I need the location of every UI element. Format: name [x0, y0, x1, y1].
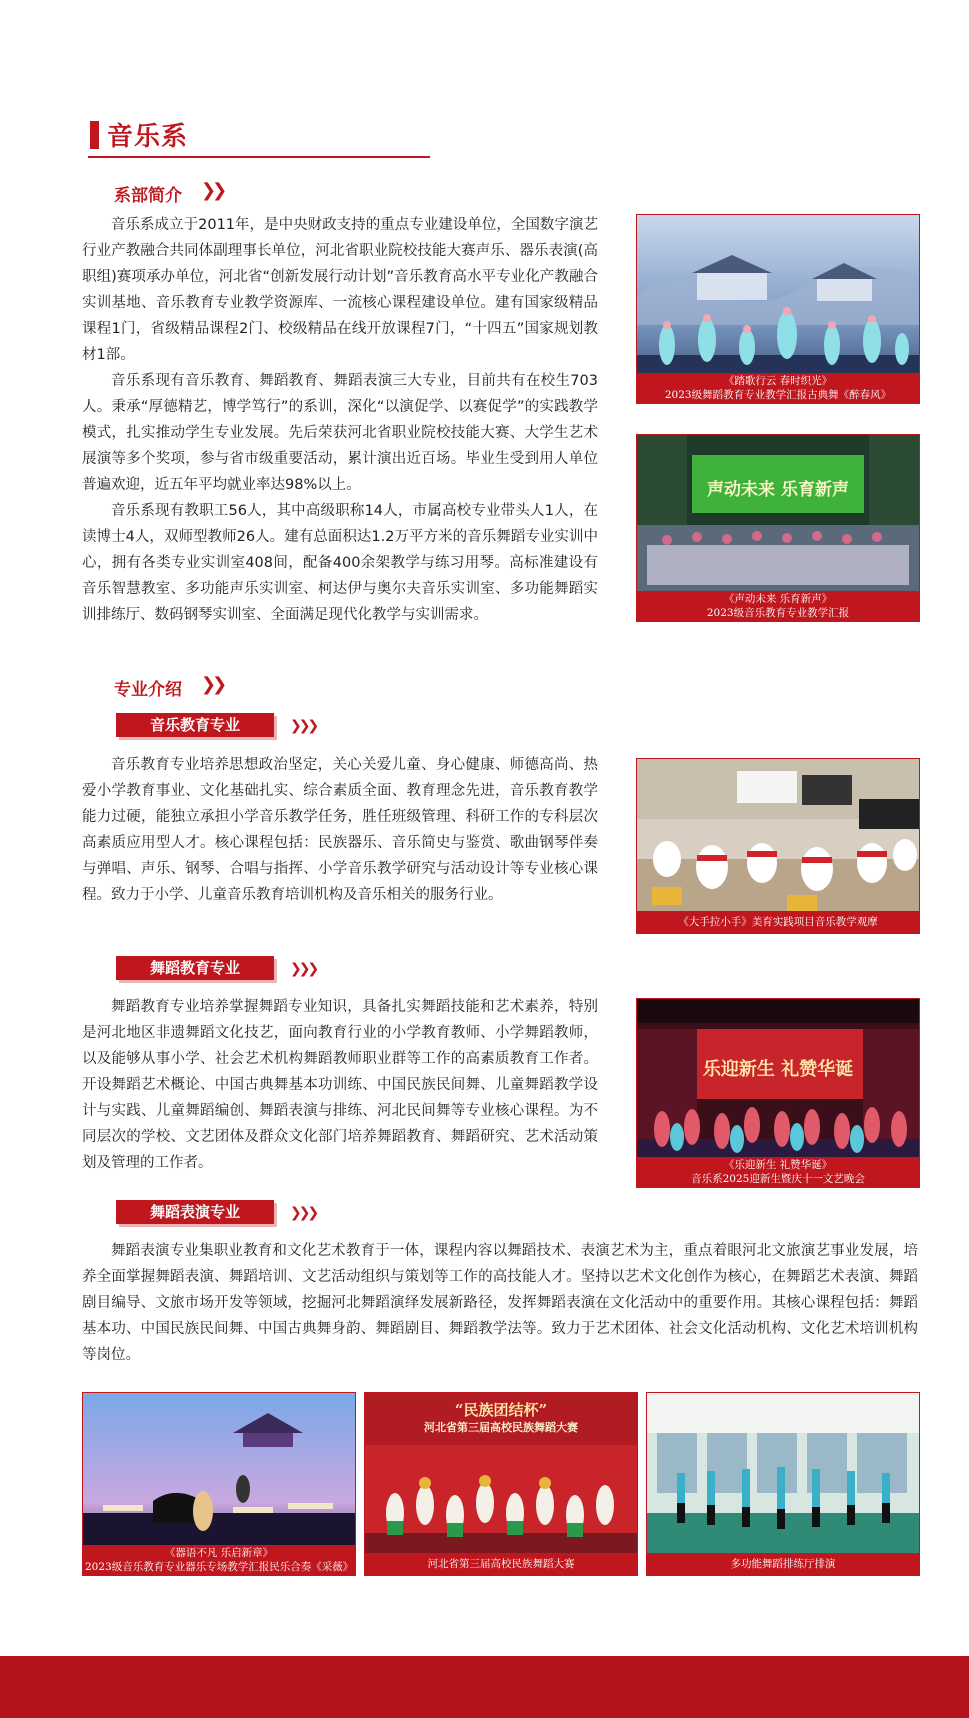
major-tag-dance-education: 舞蹈教育专业 — [116, 956, 274, 980]
photo-music-showcase — [636, 434, 920, 622]
majors-heading: 专业介绍 — [114, 680, 182, 700]
classroom-image — [637, 759, 919, 933]
major-text-music-education: 音乐教育专业培养思想政治坚定，关心关爱儿童、身心健康、师德高尚、热爱小学教育事业、文化基础扎实、综合素质全面、教育理念先进，音乐教育教学能力过硬，能独立承担小学音乐教学任务，胜任班级管理、科研工作的专科层次高素质应用型人才。核心课程包括：民族器乐、音乐简史与鉴赏、歌曲钢琴伴奏与弹唱、声乐、钢琴、合唱与指挥、小学音乐教学研究与活动设计等专业核心课程。致力于小学、儿童音乐教育培训机构及音乐相关的服务行业。 — [82, 757, 598, 903]
major-tag-dance-performance: 舞蹈表演专业 — [116, 1200, 274, 1224]
photo-rehearsal-hall — [646, 1392, 920, 1576]
photo-caption: 《大手拉小手》美育实践项目音乐教学观摩 — [637, 911, 919, 933]
photo-folk-ensemble — [82, 1392, 356, 1576]
contest-banner-subtitle: 河北省第三届高校民族舞蹈大赛 — [424, 1421, 578, 1434]
intro-paragraph-1: 音乐系成立于2011年，是中央财政支持的重点专业建设单位，全国数字演艺行业产教融合共同体副理事长单位，河北省职业院校技能大赛声乐、器乐表演(高职组)赛项承办单位，河北省“创新发展行动计划”音乐教育高水平专业化产教融合实训基地、音乐教育专业教学资源库、一流核心课程建设单位。建有国家级精品课程1门，省级精品课程2门、校级精品在线开放课程7门，“十四五”国家规划教材1部。 — [82, 217, 598, 363]
double-chevron-icon: ❯❯ — [201, 180, 224, 201]
page-title: 音乐系 — [107, 122, 189, 152]
photo-caption: 河北省第三届高校民族舞蹈大赛 — [365, 1553, 637, 1575]
intro-heading: 系部简介 — [114, 186, 182, 206]
photo-caption: 《踏歌行云 春时织光》 2023级舞蹈教育专业教学汇报古典舞《醉春风》 — [637, 373, 919, 403]
intro-paragraph-2: 音乐系现有音乐教育、舞蹈教育、舞蹈表演三大专业，目前共有在校生703人。秉承“厚德精艺，博学笃行”的系训，深化“以演促学、以赛促学”的实践教学模式，扎实推动学生专业发展。先后荣获河北省职业院校技能大赛、大学生艺术展演等多个奖项，参与省市级重要活动，累计演出近百场。毕业生受到用人单位普遍欢迎，近五年平均就业率达98%以上。 — [82, 373, 598, 493]
double-chevron-icon: ❯❯ — [201, 674, 224, 695]
stage-banner: 乐迎新生 礼赞华诞 — [702, 1059, 854, 1080]
photo-gala — [636, 998, 920, 1188]
photo-caption: 多功能舞蹈排练厅排演 — [647, 1553, 919, 1575]
photo-classical-dance — [636, 214, 920, 404]
photo-ethnic-dance-contest — [364, 1392, 638, 1576]
major-tag-music-education: 音乐教育专业 — [116, 713, 274, 737]
photo-caption: 《乐迎新生 礼赞华诞》 音乐系2025迎新生暨庆十一文艺晚会 — [637, 1157, 919, 1187]
triple-chevron-icon: ❯❯❯ — [290, 718, 317, 734]
title-accent-bar — [90, 121, 99, 149]
triple-chevron-icon: ❯❯❯ — [290, 961, 317, 977]
title-underline — [88, 156, 430, 158]
stage-banner: 声动未来 乐育新声 — [707, 480, 849, 500]
intro-text — [82, 212, 598, 628]
rehearsal-hall-image — [647, 1393, 919, 1575]
footer-band — [0, 1656, 969, 1718]
contest-banner-title: “民族团结杯” — [454, 1401, 548, 1419]
major-text-dance-performance: 舞蹈表演专业集职业教育和文化艺术教育于一体，课程内容以舞蹈技术、表演艺术为主，重点着眼河北文旅演艺事业发展，培养全面掌握舞蹈表演、舞蹈培训、文艺活动组织与策划等工作的高技能人才。坚持以艺术文化创作为核心，在舞蹈艺术表演、舞蹈剧目编导、文旅市场开发等领域，挖掘河北舞蹈演绎发展新路径，发挥舞蹈表演在文化活动中的重要作用。其核心课程包括：舞蹈基本功、中国民族民间舞、中国古典舞身韵、舞蹈剧目、舞蹈教学法等。致力于艺术团体、社会文化活动机构、文化艺术培训机构等岗位。 — [82, 1243, 918, 1363]
photo-caption: 《声动未来 乐育新声》 2023级音乐教育专业教学汇报 — [637, 591, 919, 621]
photo-music-class — [636, 758, 920, 934]
triple-chevron-icon: ❯❯❯ — [290, 1205, 317, 1221]
photo-caption: 《器语不凡 乐启新章》 2023级音乐教育专业器乐专场教学汇报民乐合奏《采薇》 — [85, 1547, 354, 1573]
major-text-dance-education: 舞蹈教育专业培养掌握舞蹈专业知识，具备扎实舞蹈技能和艺术素养，特别是河北地区非遗舞蹈文化技艺，面向教育行业的小学教育教师、小学舞蹈教师，以及能够从事小学、社会艺术机构舞蹈教师职业群等工作的高素质教育工作者。开设舞蹈艺术概论、中国古典舞基本功训练、中国民族民间舞、儿童舞蹈教学设计与实践、儿童舞蹈编创、舞蹈表演与排练、河北民间舞等专业核心课程。为不同层次的学校、文艺团体及群众文化部门培养舞蹈教育、舞蹈研究、艺术活动策划及管理的工作者。 — [82, 999, 598, 1171]
intro-paragraph-3: 音乐系现有教职工56人，其中高级职称14人，市属高校专业带头人1人，在读博士4人，双师型教师26人。建有总面积达1.2万平方米的音乐舞蹈专业实训中心，拥有各类专业实训室408间，配备400余架教学与练习用琴。高标准建设有音乐智慧教室、多功能声乐实训室、柯达伊与奥尔夫音乐实训室、多功能舞蹈实训排练厅、数码钢琴实训室、全面满足现代化教学与实训需求。 — [82, 503, 598, 623]
